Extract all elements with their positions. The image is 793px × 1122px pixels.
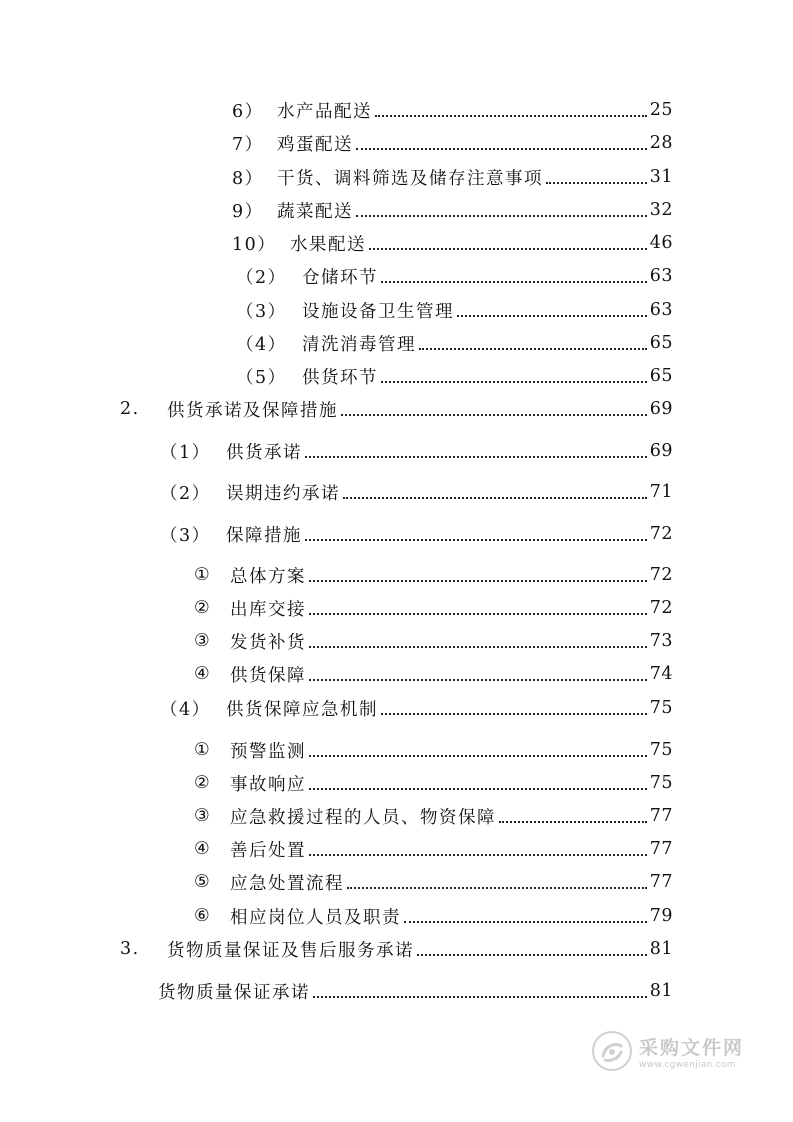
toc-entry-title: 应急处置流程 [230,873,344,894]
toc-entry-number: 6） [232,101,264,122]
toc-entry[interactable] [236,263,673,289]
toc-dot-leader [309,580,647,582]
toc-entry-number: （2） [236,267,287,288]
toc-entry[interactable] [120,936,673,962]
toc-entry-number: ① [194,740,212,760]
toc-entry-title: 供货环节 [302,367,378,388]
toc-entry-title: 干货、调料筛选及储存注意事项 [277,168,543,189]
toc-entry-page: 25 [649,100,673,120]
watermark [591,1027,751,1075]
toc-dot-leader [309,613,647,615]
toc-dot-leader [309,646,647,648]
toc-entry-number: ④ [194,839,212,859]
toc-entry-number: ① [194,565,212,585]
toc-entry-page: 65 [649,366,673,386]
toc-dot-leader [356,148,647,150]
toc-dot-leader [305,539,647,541]
toc-entry-title: 供货保障应急机制 [226,699,378,720]
toc-entry-page: 77 [649,872,673,892]
cgwenjian-logo-icon [591,1030,633,1072]
toc-dot-leader [309,854,647,856]
toc-entry[interactable] [232,164,673,190]
toc-entry-page: 75 [649,773,673,793]
toc-entry-number: 7） [232,134,264,155]
toc-entry-title: 相应岗位人员及职责 [230,907,401,928]
toc-entry-number: ⑤ [194,872,212,892]
toc-entry-page: 75 [649,698,673,718]
toc-dot-leader [375,115,647,117]
toc-entry-title: 预警监测 [230,741,306,762]
toc-entry-title: 误期违约承诺 [226,483,340,504]
toc-entry-title: 供货保障 [230,665,306,686]
toc-entry[interactable] [194,869,673,895]
toc-entry-number: 10） [232,234,277,255]
toc-entry-page: 72 [649,598,673,618]
toc-entry[interactable] [236,297,673,323]
toc-entry-number: （1） [160,442,211,463]
toc-entry-page: 69 [649,399,673,419]
toc-entry-number: ⑥ [194,906,212,926]
toc-entry-page: 72 [649,524,673,544]
toc-entry[interactable] [160,479,673,505]
toc-entry-page: 72 [649,565,673,585]
toc-entry-title: 货物质量保证及售后服务承诺 [167,940,414,961]
toc-entry[interactable] [232,130,673,156]
toc-entry-title: 应急救援过程的人员、物资保障 [230,807,496,828]
toc-entry-number: 8） [232,168,264,189]
toc-entry[interactable] [194,836,673,862]
toc-dot-leader [419,348,647,350]
toc-entry-page: 79 [649,906,673,926]
watermark-title: 采购文件网 [639,1036,745,1059]
toc-entry[interactable] [194,661,673,687]
toc-entry-number: （4） [160,699,211,720]
toc-dot-leader [347,887,647,889]
toc-dot-leader [343,497,647,499]
toc-entry-number: ② [194,773,212,793]
toc-dot-leader [313,996,647,998]
toc-entry-number: 9） [232,201,264,222]
toc-entry-page: 69 [649,441,673,461]
toc-entry-number: （3） [236,301,287,322]
toc-entry-number: ③ [194,631,212,651]
toc-entry-page: 81 [649,939,673,959]
toc-dot-leader [381,713,647,715]
toc-entry-number: ④ [194,664,212,684]
toc-entry-title: 供货承诺 [226,442,302,463]
toc-dot-leader [546,182,647,184]
toc-entry[interactable] [232,197,673,223]
toc-entry-title: 水产品配送 [277,101,372,122]
toc-dot-leader [369,248,647,250]
toc-entry[interactable] [232,97,673,123]
toc-entry-page: 28 [649,133,673,153]
toc-entry-page: 63 [649,266,673,286]
toc-entry-number: ③ [194,806,212,826]
toc-dot-leader [417,954,647,956]
watermark-url: www.cgwenjian.com [639,1059,736,1070]
toc-dot-leader [356,215,647,217]
toc-dot-leader [381,381,647,383]
toc-entry[interactable] [194,628,673,654]
toc-dot-leader [305,456,647,458]
toc-entry-number: 2. [120,399,140,419]
toc-dot-leader [309,755,647,757]
toc-entry-title: 设施设备卫生管理 [302,301,454,322]
toc-entry-title: 保障措施 [226,525,302,546]
toc-entry-page: 77 [649,839,673,859]
toc-entry[interactable] [158,978,673,1004]
toc-entry-page: 71 [649,482,673,502]
toc-entry-page: 31 [649,167,673,187]
toc-dot-leader [381,281,647,283]
toc-entry-title: 供货承诺及保障措施 [167,400,338,421]
toc-entry-page: 74 [649,664,673,684]
toc-dot-leader [341,414,647,416]
toc-dot-leader [457,315,647,317]
toc-entry-title: 蔬菜配送 [277,201,353,222]
toc-dot-leader [309,679,647,681]
toc-entry-page: 46 [649,233,673,253]
toc-entry[interactable] [194,803,673,829]
toc-entry[interactable] [160,695,673,721]
toc-entry-page: 32 [649,200,673,220]
toc-entry[interactable] [236,363,673,389]
toc-dot-leader [309,788,647,790]
toc-entry[interactable] [160,438,673,464]
toc-dot-leader [404,921,647,923]
toc-entry-page: 73 [649,631,673,651]
toc-entry[interactable] [194,595,673,621]
toc-entry[interactable] [194,770,673,796]
toc-entry-number: （2） [160,483,211,504]
toc-entry-number: （4） [236,334,287,355]
toc-entry-title: 仓储环节 [302,267,378,288]
toc-dot-leader [499,821,647,823]
toc-entry[interactable] [236,330,673,356]
toc-entry-number: （5） [236,367,287,388]
toc-entry[interactable] [194,737,673,763]
toc-entry-page: 65 [649,333,673,353]
toc-entry[interactable] [232,230,673,256]
toc-entry-number: ② [194,598,212,618]
toc-entry-title: 善后处置 [230,840,306,861]
toc-entry-title: 总体方案 [230,566,306,587]
toc-entry-title: 发货补货 [230,632,306,653]
toc-entry[interactable] [194,562,673,588]
toc-entry-title: 清洗消毒管理 [302,334,416,355]
toc-entry[interactable] [120,396,673,422]
toc-entry-title: 水果配送 [290,234,366,255]
toc-entry-title: 事故响应 [230,774,306,795]
toc-entry-page: 81 [649,981,673,1001]
toc-entry[interactable] [194,903,673,929]
toc-entry-page: 63 [649,300,673,320]
toc-entry-page: 77 [649,806,673,826]
toc-entry-number: （3） [160,525,211,546]
toc-entry-number: 3. [120,939,140,959]
toc-entry-title: 货物质量保证承诺 [158,982,310,1003]
toc-entry-page: 75 [649,740,673,760]
toc-entry[interactable] [160,521,673,547]
toc-entry-title: 鸡蛋配送 [277,134,353,155]
toc-entry-title: 出库交接 [230,599,306,620]
